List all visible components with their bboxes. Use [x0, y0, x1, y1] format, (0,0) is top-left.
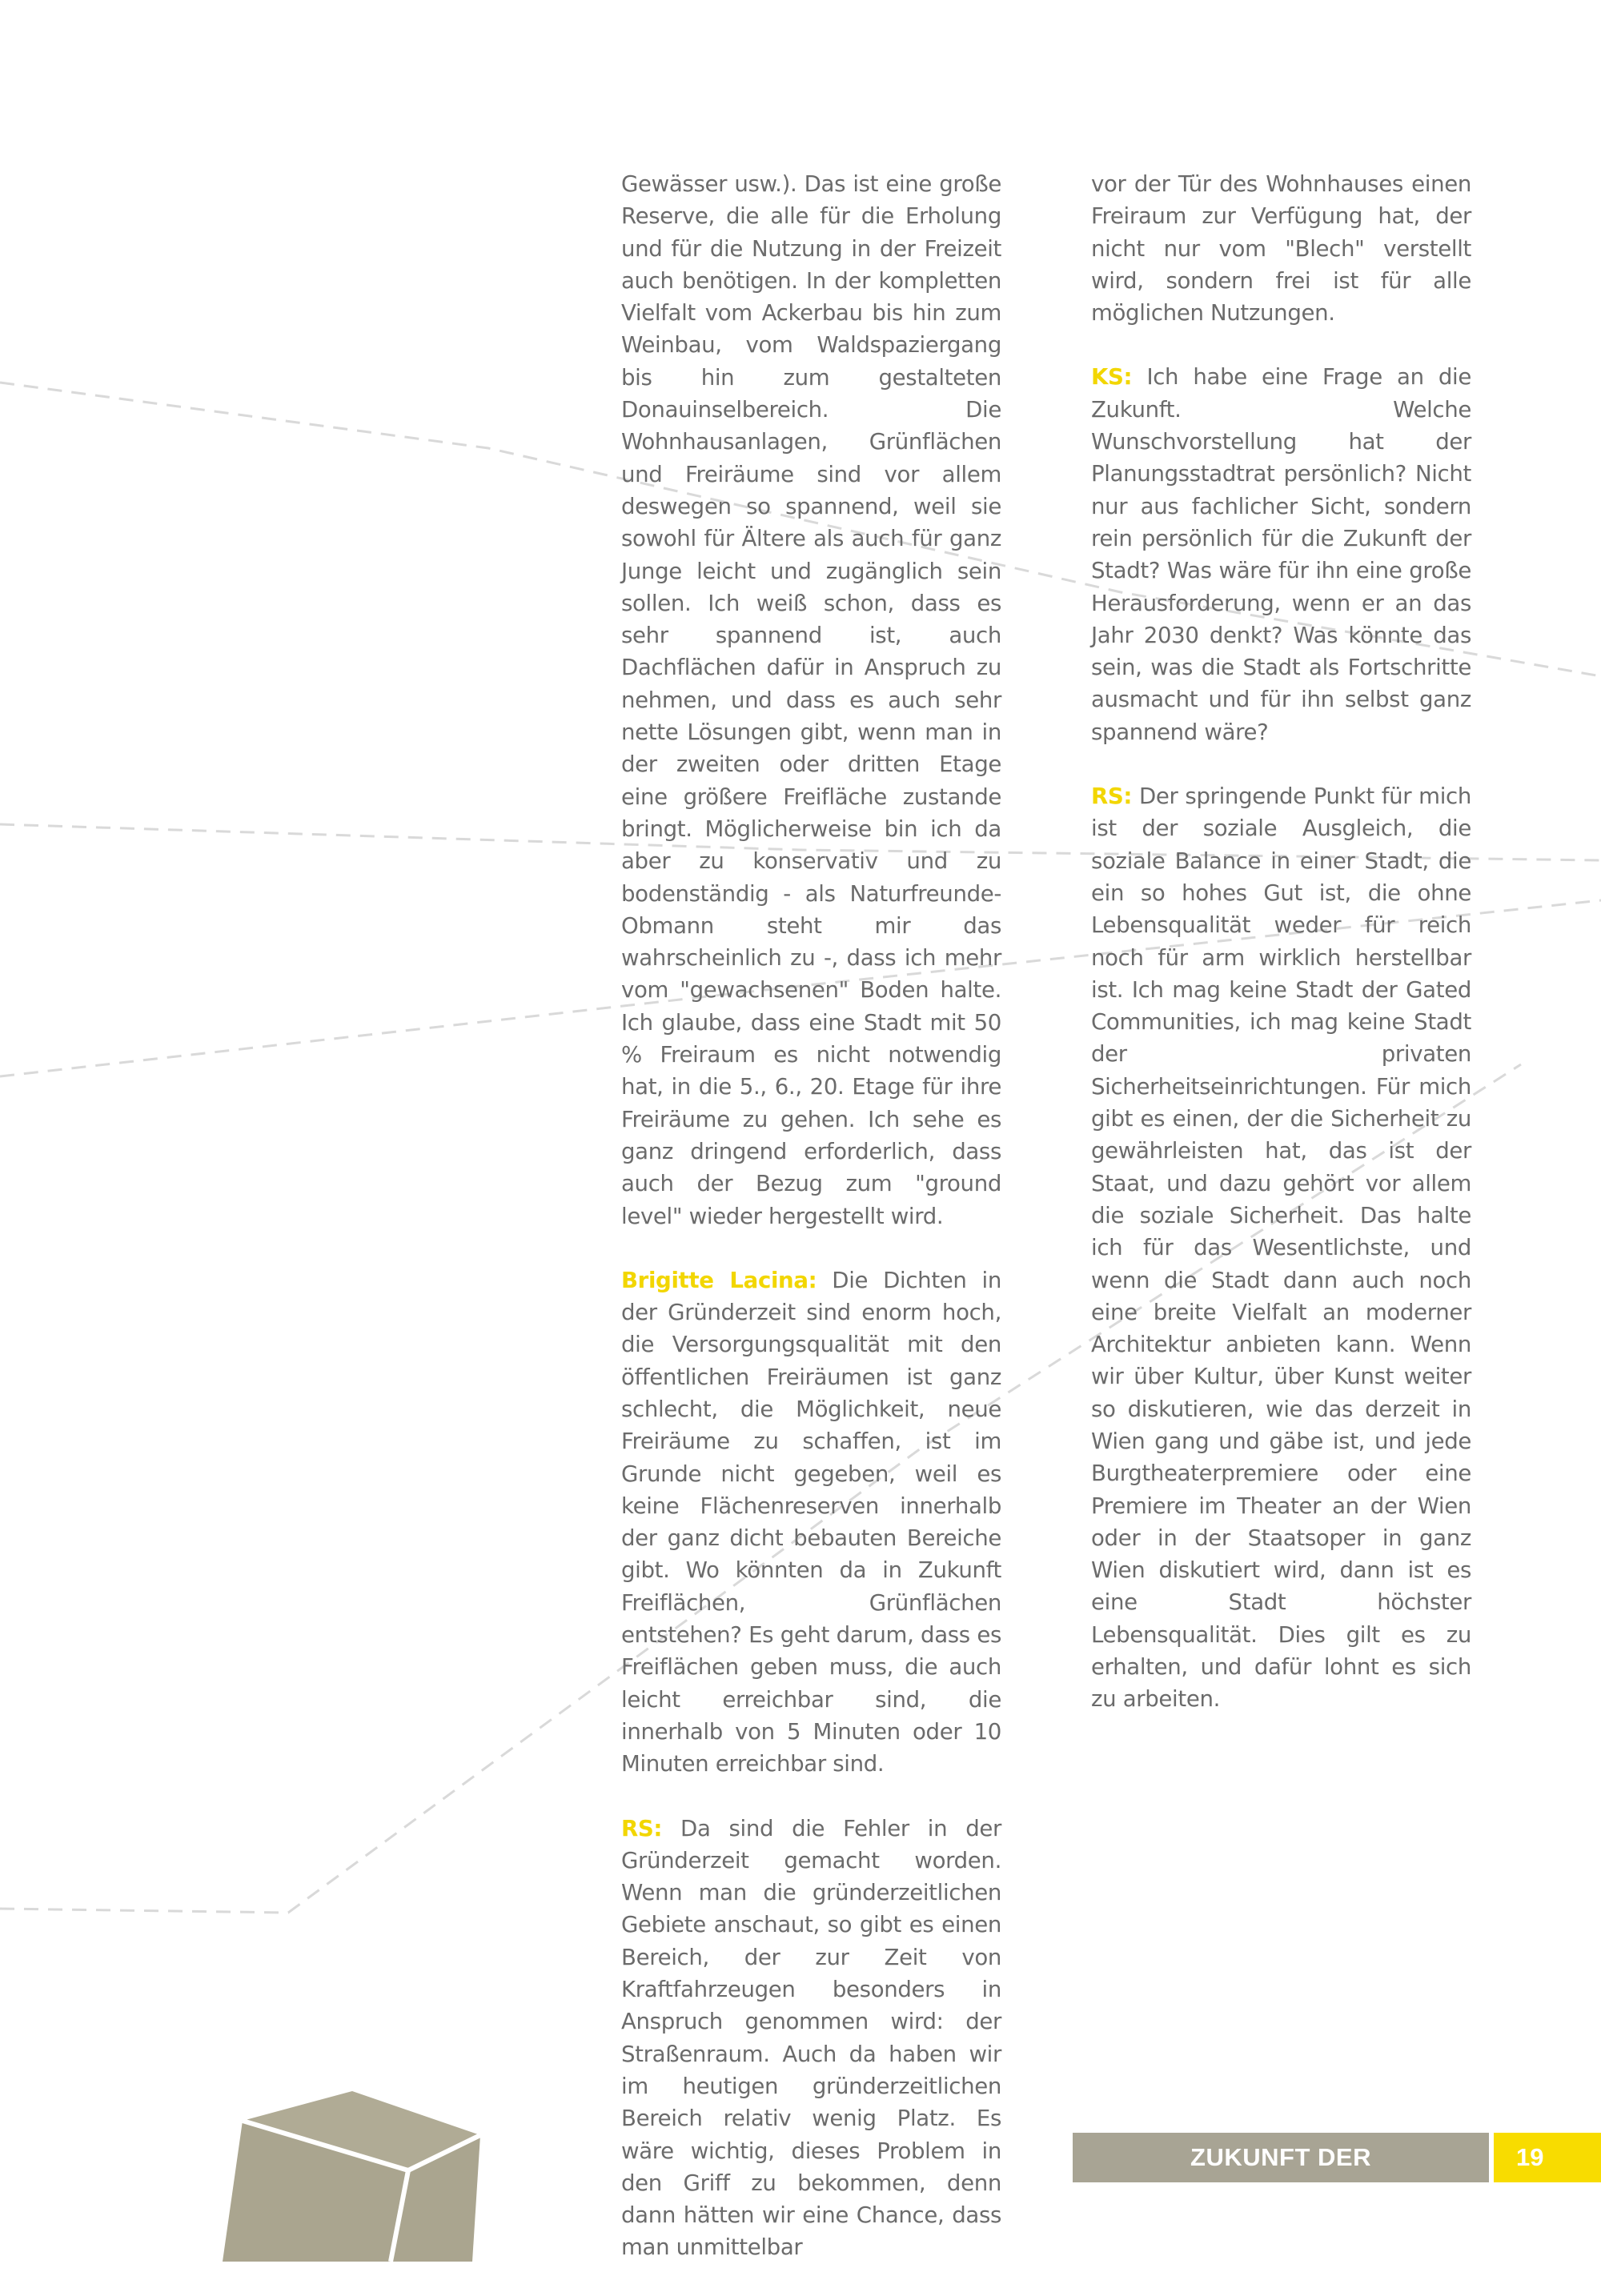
speaker-label: Brigitte Lacina:	[621, 1266, 817, 1293]
speaker-label: RS:	[621, 1814, 663, 1841]
footer-section-title: ZUKUNFT DER STADTENTWICKLUNG	[1073, 2133, 1489, 2182]
cube-graphic	[223, 2091, 480, 2262]
speaker-label: KS:	[1091, 363, 1133, 391]
paragraph: RS: Da sind die Fehler in der Gründerzeit gemacht worden. Wenn man die gründerzeitlichen Gebiete anschaut, so gibt es einen Bereich, der zur Zeit von Kraftfahrzeugen besonders in Anspruch genommen wird: der Straßenraum. Auch da haben wir im heutigen gründerzeitlichen Bereich relativ wenig Platz. Es wäre wichtig, dieses Problem in den Griff zu bekommen, denn dann hätten wir eine Chance, dass man unmittelbar	[621, 1814, 1001, 2261]
paragraph: Gewässer usw.). Das ist eine große Reserve, die alle für die Erholung und für die Nutzung in der Freizeit auch benötigen. In der kompletten Vielfalt vom Ackerbau bis hin zum Weinbau, vom Waldspaziergang bis hin zum gestalteten Donauinselbereich. Die Wohnhausanlagen, Grünflächen und Freiräume sind vor allem deswegen so spannend, weil sie sowohl für Ältere als auch für ganz Junge leicht und zugänglich sein sollen. Ich weiß schon, dass es sehr spannend ist, auch Dachflächen dafür in Anspruch zu nehmen, und dass es auch sehr nette Lösungen gibt, wenn man in der zweiten oder dritten Etage eine größere Freifläche zustande bringt. Möglicherweise bin ich da aber zu konservativ und zu bodenständig - als Naturfreunde-Obmann steht mir das wahrscheinlich zu -, dass ich mehr vom "gewachsenen" Boden halte. Ich glaube, dass eine Stadt mit 50 % Freiraum es nicht notwendig hat, in die 5., 6., 20. Etage für ihre Freiräume zu gehen. Ich sehe es ganz dringend erforderlich, dass auch der Bezug zum "ground level" wieder hergestellt wird.	[621, 170, 1001, 1229]
paragraph: vor der Tür des Wohnhauses einen Freiraum zur Verfügung hat, der nicht nur vom "Blech" verstellt wird, sondern frei ist für alle möglichen Nutzungen.	[1091, 170, 1471, 327]
article-column-right	[1091, 168, 1471, 1748]
page-number: 19	[1494, 2133, 1601, 2182]
speaker-label: RS:	[1091, 783, 1133, 810]
article-column-left	[621, 168, 1001, 2296]
paragraph: KS: Ich habe eine Frage an die Zukunft. Welche Wunschvorstellung hat der Planungsstadtrat persönlich? Nicht nur aus fachlicher Sicht, sondern rein persönlich für die Zukunft der Stadt? Was wäre für ihn eine große Herausforderung, wenn er an das Jahr 2030 denkt? Was könnte das sein, was die Stadt als Fortschritte ausmacht und für ihn selbst ganz spannend wäre?	[1091, 363, 1471, 745]
paragraph: Brigitte Lacina: Die Dichten in der Gründerzeit sind enorm hoch, die Versorgungsqualität mit den öffentlichen Freiräumen ist ganz schlecht, die Möglichkeit, neue Freiräume zu schaffen, ist im Grunde nicht gegeben, weil es keine Flächenreserven innerhalb der ganz dicht bebauten Bereiche gibt. Wo könnten da in Zukunft Freiflächen, Grünflächen entstehen? Es geht darum, dass es Freiflächen geben muss, die auch leicht erreichbar sind, die innerhalb von 5 Minuten oder 10 Minuten erreichbar sind.	[621, 1266, 1002, 1777]
paragraph: RS: Der springende Punkt für mich ist der soziale Ausgleich, die soziale Balance in einer Stadt, die ein so hohes Gut ist, die ohne Lebensqualität weder für reich noch für arm wirklich herstellbar ist. Ich mag keine Stadt der Gated Communities, ich mag keine Stadt der privaten Sicherheitseinrichtungen. Für mich gibt es einen, der die Sicherheit zu gewährleisten hat, das ist der Staat, und dazu gehört vor allem die soziale Sicherheit. Das halte ich für das Wesentlichste, und wenn die Stadt dann auch noch eine breite Vielfalt an moderner Architektur anbieten kann. Wenn wir über Kultur, über Kunst weiter so diskutieren, wie das derzeit in Wien gang und gäbe ist, und jede Burgtheaterpremiere oder eine Premiere im Theater an der Wien oder in der Staatsoper in ganz Wien diskutiert wird, dann ist es eine Stadt höchster Lebensqualität. Dies gilt es zu erhalten, und dafür lohnt es sich zu arbeiten.	[1091, 783, 1471, 1713]
